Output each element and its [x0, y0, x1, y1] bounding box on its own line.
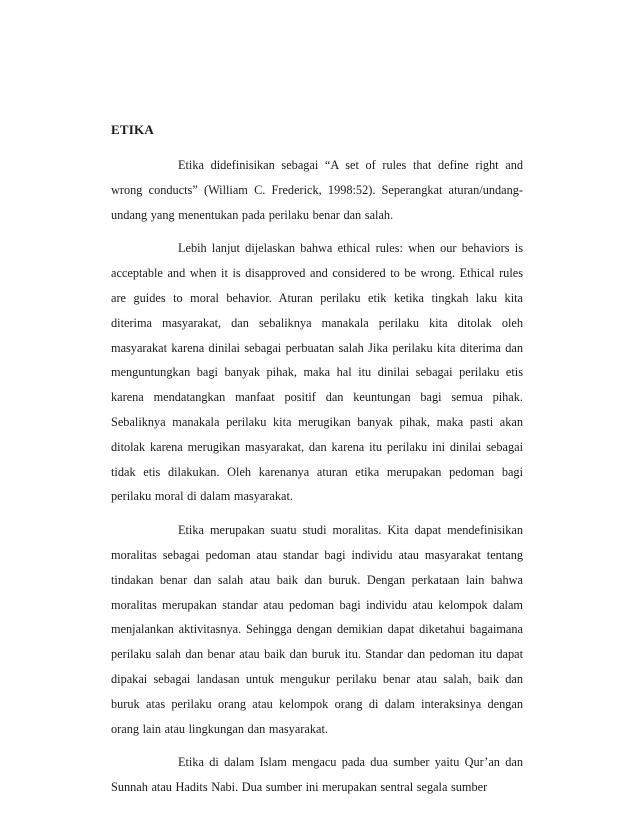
- paragraph-islam-sources: Etika di dalam Islam mengacu pada dua sumber yaitu Qur’an dan Sunnah atau Hadits Nabi. Dua sumber ini merupakan sentral segala sumber: [111, 755, 523, 795]
- paragraph-ethical-rules: Lebih lanjut dijelaskan bahwa ethical rules: when our behaviors is acceptable and when it is disapproved and considered to be wrong. Ethical rules are guides to moral behavior. Aturan perilaku etik ketika tingkah laku kita diterima masyarakat, dan sebaliknya manakala perilaku kita ditolak oleh masyarakat karena dinilai sebagai perbuatan salah Jika perilaku kita diterima dan menguntungkan bagi banyak pihak, maka hal itu dinilai sebagai perilaku etis karena mendatangkan manfaat positif dan keuntungan bagi semua pihak. Sebaliknya manakala perilaku kita merugikan banyak pihak, maka pasti akan ditolak karena merugikan masyarakat, dan karena itu perilaku ini dinilai sebagai tidak etis dilakukan. Oleh karenanya aturan etika merupakan pedoman bagi perilaku moral di dalam masyarakat.: [111, 241, 523, 504]
- section-heading: ETIKA: [111, 122, 154, 137]
- paragraph-definition: Etika didefinisikan sebagai “A set of rules that define right and wrong conducts” (William C. Frederick, 1998:52). Seperangkat aturan/undang-undang yang menentukan pada perilaku benar dan salah.: [111, 158, 523, 222]
- document-body: [111, 122, 523, 809]
- paragraph-morality: Etika merupakan suatu studi moralitas. Kita dapat mendefinisikan moralitas sebagai pedoman atau standar bagi individu atau masyarakat tentang tindakan benar dan salah atau baik dan buruk. Dengan perkataan lain bahwa moralitas merupakan standar atau pedoman bagi individu atau kelompok dalam menjalankan aktivitasnya. Sehingga dengan demikian dapat diketahui bagaimana perilaku salah dan benar atau baik dan buruk itu. Standar dan pedoman itu dapat dipakai sebagai landasan untuk mengukur perilaku benar atau salah, baik dan buruk atas perilaku orang atau kelompok orang di dalam interaksinya dengan orang lain atau lingkungan dan masyarakat.: [111, 523, 523, 736]
